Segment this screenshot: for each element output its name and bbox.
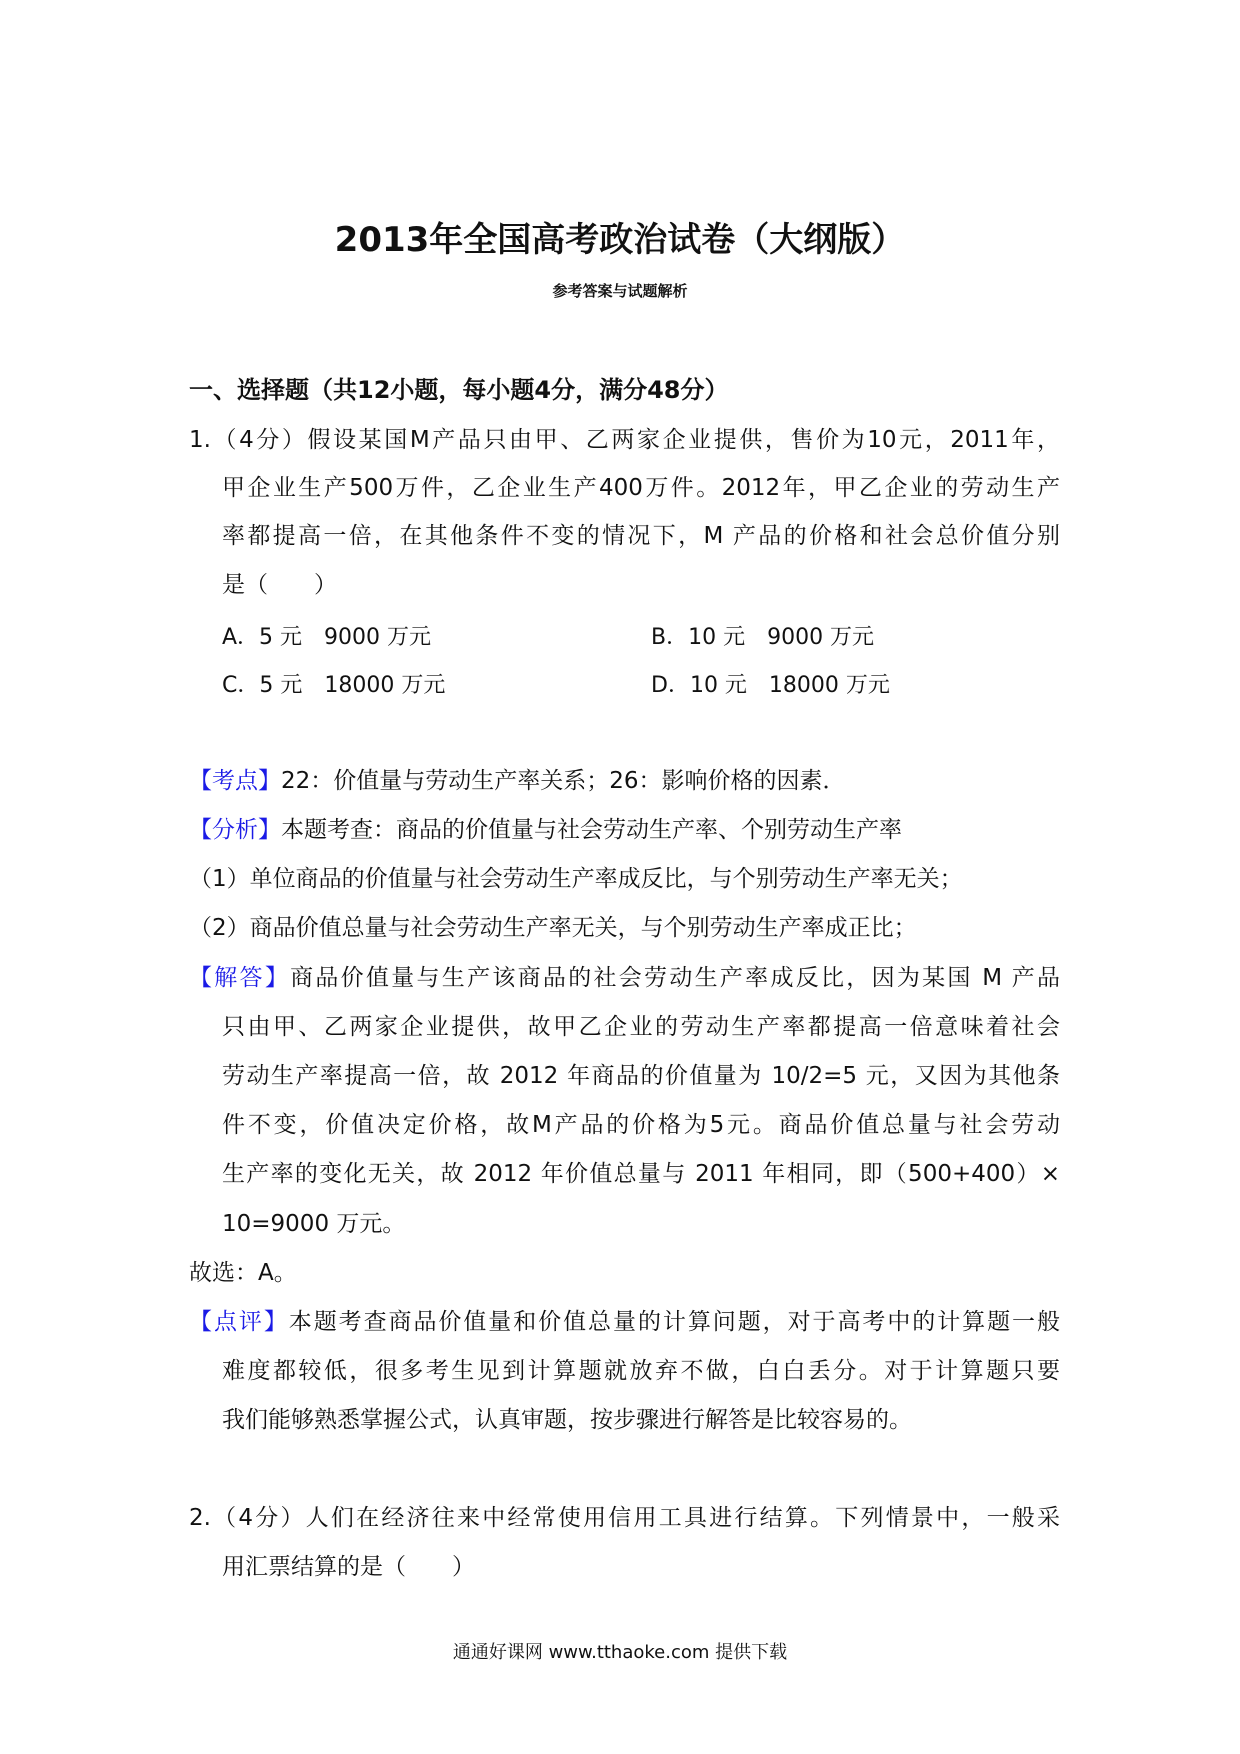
jieda-line: 10=9000 万元。 (222, 1211, 406, 1237)
question-text-line: 是（ ） (222, 572, 337, 598)
fenxi-point: （1）单位商品的价值量与社会劳动生产率成反比，与个别劳动生产率无关； (189, 866, 963, 892)
option-a: A．5 元 9000 万元 (222, 625, 432, 650)
jieda (189, 963, 1060, 993)
kaodian-tag: 【考点】 (189, 768, 281, 794)
jieda-line: 劳动生产率提高一倍，故 2012 年商品的价值量为 10/2=5 元，又因为其他条 (222, 1063, 1060, 1089)
dianping-tag: 【点评】 (189, 1309, 289, 1335)
section-heading: 一、选择题（共12小题，每小题4分，满分48分） (189, 376, 729, 404)
question-text-line: 用汇票结算的是（ ） (222, 1554, 475, 1580)
kaodian (189, 766, 1060, 796)
dianping-line: 难度都较低，很多考生见到计算题就放弃不做，白白丢分。对于计算题只要 (222, 1358, 1060, 1384)
answer-choice: 故选：A。 (189, 1260, 297, 1286)
dianping-text: 本题考查商品价值量和价值总量的计算问题，对于高考中的计算题一般 (288, 1309, 1061, 1335)
jieda-tag: 【解答】 (189, 965, 291, 991)
fenxi-point: （2）商品价值总量与社会劳动生产率无关，与个别劳动生产率成正比； (189, 915, 917, 941)
question-text-line: 2.（4分）人们在经济往来中经常使用信用工具进行结算。下列情景中，一般采 (189, 1505, 1060, 1531)
jieda-line: 只由甲、乙两家企业提供，故甲乙企业的劳动生产率都提高一倍意味着社会 (222, 1014, 1060, 1040)
fenxi-text: 本题考查：商品的价值量与社会劳动生产率、个别劳动生产率 (281, 817, 902, 843)
page-footer: 通通好课网 www.tthaoke.com 提供下载 (452, 1642, 788, 1663)
question-text-line: 1.（4分）假设某国M产品只由甲、乙两家企业提供，售价为10元，2011年， (189, 427, 1060, 453)
jieda-line: 生产率的变化无关，故 2012 年价值总量与 2011 年相同，即（500+400）× (222, 1161, 1060, 1187)
fenxi (189, 815, 1060, 845)
page-subtitle: 参考答案与试题解析 (552, 282, 688, 300)
question-text-line: 率都提高一倍，在其他条件不变的情况下，M 产品的价格和社会总价值分别 (222, 523, 1060, 549)
jieda-line: 件不变，价值决定价格，故M产品的价格为5元。商品价值总量与社会劳动 (222, 1112, 1060, 1138)
option-d: D．10 元 18000 万元 (651, 673, 890, 698)
fenxi-tag: 【分析】 (189, 817, 281, 843)
question-text-line: 甲企业生产500万件，乙企业生产400万件。2012年，甲乙企业的劳动生产 (222, 475, 1060, 501)
dianping (189, 1307, 1060, 1337)
page-title: 2013年全国高考政治试卷（大纲版） (334, 220, 906, 260)
option-c: C．5 元 18000 万元 (222, 673, 446, 698)
option-b: B．10 元 9000 万元 (651, 625, 875, 650)
kaodian-text: 22：价值量与劳动生产率关系；26：影响价格的因素． (281, 768, 846, 794)
dianping-line: 我们能够熟悉掌握公式，认真审题，按步骤进行解答是比较容易的。 (222, 1407, 912, 1433)
jieda-text: 商品价值量与生产该商品的社会劳动生产率成反比，因为某国 M 产品 (290, 965, 1061, 991)
